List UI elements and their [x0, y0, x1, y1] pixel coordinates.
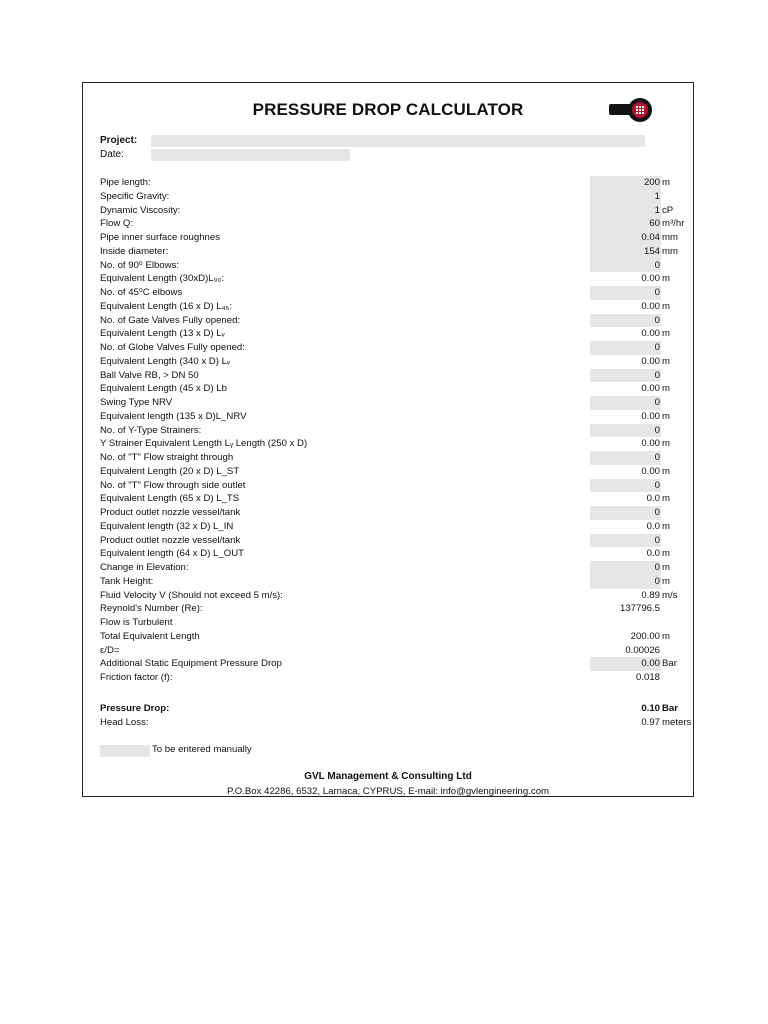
calculator-sheet — [82, 82, 694, 797]
table-row — [100, 232, 680, 245]
row-unit: m — [662, 328, 670, 340]
row-value: 137796.5 — [619, 603, 660, 615]
row-unit: mm — [662, 245, 678, 257]
table-row — [100, 590, 680, 603]
gvl-logo-icon — [609, 96, 655, 124]
row-value[interactable]: 0 — [654, 342, 660, 353]
row-label: Equivalent Length (30xD)L₉₀: — [100, 273, 225, 285]
row-label: Change in Elevation: — [100, 562, 189, 573]
row-label: Total Equivalent Length — [100, 630, 200, 642]
table-row — [100, 521, 680, 534]
pressure-drop-label: Pressure Drop: — [100, 703, 170, 714]
row-value: 0.00 — [641, 410, 660, 422]
row-unit: m — [662, 300, 670, 312]
row-label: Flow Q: — [100, 218, 134, 230]
table-row — [100, 301, 680, 314]
table-row — [100, 493, 680, 506]
table-row — [100, 328, 680, 341]
row-value: 0.00 — [641, 383, 660, 395]
row-label: No. of 45⁰C elbows — [100, 287, 183, 298]
row-unit: m — [662, 630, 670, 642]
row-label: Product outlet nozzle vessel/tank — [100, 534, 241, 546]
table-row — [100, 617, 680, 630]
company-address: P.O.Box 42286, 6532, Larnaca, CYPRUS, E-mail: info@gvlengineering.com — [226, 786, 550, 797]
row-value[interactable]: 60 — [649, 218, 660, 230]
row-value[interactable]: 200 — [643, 177, 660, 188]
row-label: No. of 90⁰ Elbows: — [100, 259, 180, 271]
project-label: Project: — [100, 135, 138, 146]
row-value[interactable]: 0 — [654, 369, 660, 381]
table-row — [100, 287, 680, 300]
table-row — [100, 480, 680, 493]
table-row — [100, 576, 680, 589]
row-value[interactable]: 1 — [654, 190, 660, 202]
row-value[interactable]: 0 — [654, 562, 660, 573]
row-label: Equivalent Length (20 x D) L_ST — [100, 465, 240, 477]
row-value: 0.018 — [635, 672, 660, 683]
row-value: 0.00 — [641, 355, 660, 367]
row-label: Equivalent Length (13 x D) Lᵥ — [100, 328, 225, 340]
head-loss-unit: meters — [662, 717, 692, 728]
row-unit: Bar — [662, 658, 677, 670]
row-label: Specific Gravity: — [100, 190, 170, 202]
row-label: No. of "T" Flow through side outlet — [100, 479, 246, 491]
row-label: Reynold's Number (Re): — [100, 603, 203, 615]
row-value[interactable]: 0 — [654, 534, 660, 546]
table-row — [100, 507, 680, 520]
table-row — [100, 342, 680, 355]
row-label: Equivalent length (135 x D)L_NRV — [100, 410, 247, 422]
row-unit: m — [662, 410, 670, 422]
row-unit: m — [662, 562, 670, 573]
row-label: Additional Static Equipment Pressure Drop — [100, 658, 282, 670]
company-name: GVL Management & Consulting Ltd — [304, 771, 472, 782]
table-row — [100, 273, 680, 286]
head-loss-label: Head Loss: — [100, 717, 149, 728]
row-label: Equivalent Length (65 x D) L_TS — [100, 493, 240, 505]
row-label: Inside diameter: — [100, 245, 169, 257]
date-input[interactable] — [151, 149, 350, 161]
row-value: 0.00 — [641, 273, 660, 285]
row-value: 0.00 — [641, 328, 660, 340]
table-row — [100, 658, 680, 671]
row-unit: m — [662, 548, 670, 560]
row-unit: m — [662, 465, 670, 477]
row-value: 0.00 — [641, 438, 660, 450]
row-value[interactable]: 1 — [654, 204, 660, 216]
row-value[interactable]: 0 — [654, 452, 660, 463]
table-row — [100, 562, 680, 575]
row-label: Product outlet nozzle vessel/tank — [100, 507, 241, 518]
table-row — [100, 177, 680, 190]
row-label: Equivalent length (64 x D) L_OUT — [100, 548, 244, 560]
row-label: No. of "T" Flow straight through — [100, 452, 234, 463]
table-row — [100, 191, 680, 204]
row-label: Equivalent Length (16 x D) L₄₅: — [100, 300, 233, 312]
table-row — [100, 438, 680, 451]
row-value[interactable]: 0 — [654, 259, 660, 271]
row-unit: m — [662, 383, 670, 395]
row-value: 0.0 — [646, 520, 660, 532]
table-row — [100, 535, 680, 548]
head-loss-value: 0.97 — [641, 717, 660, 728]
row-label: Ball Valve RB, > DN 50 — [100, 369, 199, 381]
row-unit: m — [662, 520, 670, 532]
row-label: No. of Gate Valves Fully opened: — [100, 314, 241, 326]
table-row — [100, 466, 680, 479]
row-label: Swing Type NRV — [100, 397, 173, 408]
row-value: 0.00026 — [625, 644, 660, 656]
page-title: PRESSURE DROP CALCULATOR — [252, 100, 524, 119]
table-row — [100, 383, 680, 396]
row-label: Equivalent Length (340 x D) Lᵥ — [100, 355, 231, 367]
date-label: Date: — [100, 149, 124, 160]
table-row — [100, 411, 680, 424]
table-row — [100, 356, 680, 369]
table-row — [100, 397, 680, 410]
row-unit: m — [662, 575, 670, 587]
pressure-drop-row — [100, 703, 680, 716]
row-value[interactable]: 0 — [654, 287, 660, 298]
row-value[interactable]: 0 — [654, 314, 660, 326]
table-row — [100, 548, 680, 561]
row-value: 0.0 — [646, 548, 660, 560]
row-unit: mm — [662, 232, 678, 243]
row-label: Fluid Velocity V (Should not exceed 5 m/s): — [100, 589, 283, 601]
pressure-drop-unit: Bar — [662, 703, 678, 714]
row-value: 0.89 — [641, 589, 660, 601]
row-value[interactable]: 0.00 — [641, 658, 660, 670]
project-input[interactable] — [151, 135, 645, 147]
row-value: 0.00 — [641, 465, 660, 477]
table-row — [100, 260, 680, 273]
row-value[interactable]: 0 — [654, 479, 660, 491]
row-unit: m — [662, 177, 670, 188]
row-value[interactable]: 0 — [654, 424, 660, 436]
table-row — [100, 370, 680, 383]
row-value: 0.00 — [641, 300, 660, 312]
row-unit: m — [662, 493, 670, 505]
row-label: Pipe length: — [100, 177, 151, 188]
row-value[interactable]: 0 — [654, 575, 660, 587]
row-label: ε/D= — [100, 644, 120, 656]
row-unit: m/s — [662, 589, 678, 601]
legend-text: To be entered manually — [152, 744, 252, 755]
row-value[interactable]: 0.04 — [641, 232, 660, 243]
row-value: 200.00 — [630, 630, 660, 642]
table-row — [100, 205, 680, 218]
row-label: Tank Height: — [100, 575, 154, 587]
row-label: Dynamic Viscosity: — [100, 204, 181, 216]
head-loss-row — [100, 717, 692, 730]
row-label: Pipe inner surface roughnes — [100, 232, 220, 243]
row-value[interactable]: 154 — [643, 245, 660, 257]
table-row — [100, 218, 685, 231]
table-row — [100, 315, 680, 328]
row-value[interactable]: 0 — [654, 397, 660, 408]
row-unit: m — [662, 273, 670, 285]
table-row — [100, 631, 680, 644]
table-row — [100, 645, 680, 658]
row-label: Equivalent Length (45 x D) Lb — [100, 383, 227, 395]
row-unit: m — [662, 355, 670, 367]
row-label: No. of Globe Valves Fully opened: — [100, 342, 245, 353]
row-value[interactable]: 0 — [654, 507, 660, 518]
table-row — [100, 246, 680, 259]
row-unit: cP — [662, 204, 674, 216]
row-unit: m — [662, 438, 670, 450]
pressure-drop-value: 0.10 — [641, 703, 660, 714]
row-unit: m³/hr — [662, 218, 685, 230]
row-label: Y Strainer Equivalent Length Lᵧ Length (250 x D) — [100, 438, 308, 450]
legend-swatch — [100, 745, 150, 757]
table-row — [100, 603, 680, 616]
table-row — [100, 672, 680, 685]
row-label: Friction factor (f): — [100, 672, 173, 683]
row-label: No. of Y-Type Strainers: — [100, 424, 202, 436]
table-row — [100, 425, 680, 438]
table-row — [100, 452, 680, 465]
row-value: 0.0 — [646, 493, 660, 505]
row-label: Equivalent length (32 x D) L_IN — [100, 520, 234, 532]
row-label: Flow is Turbulent — [100, 617, 173, 628]
